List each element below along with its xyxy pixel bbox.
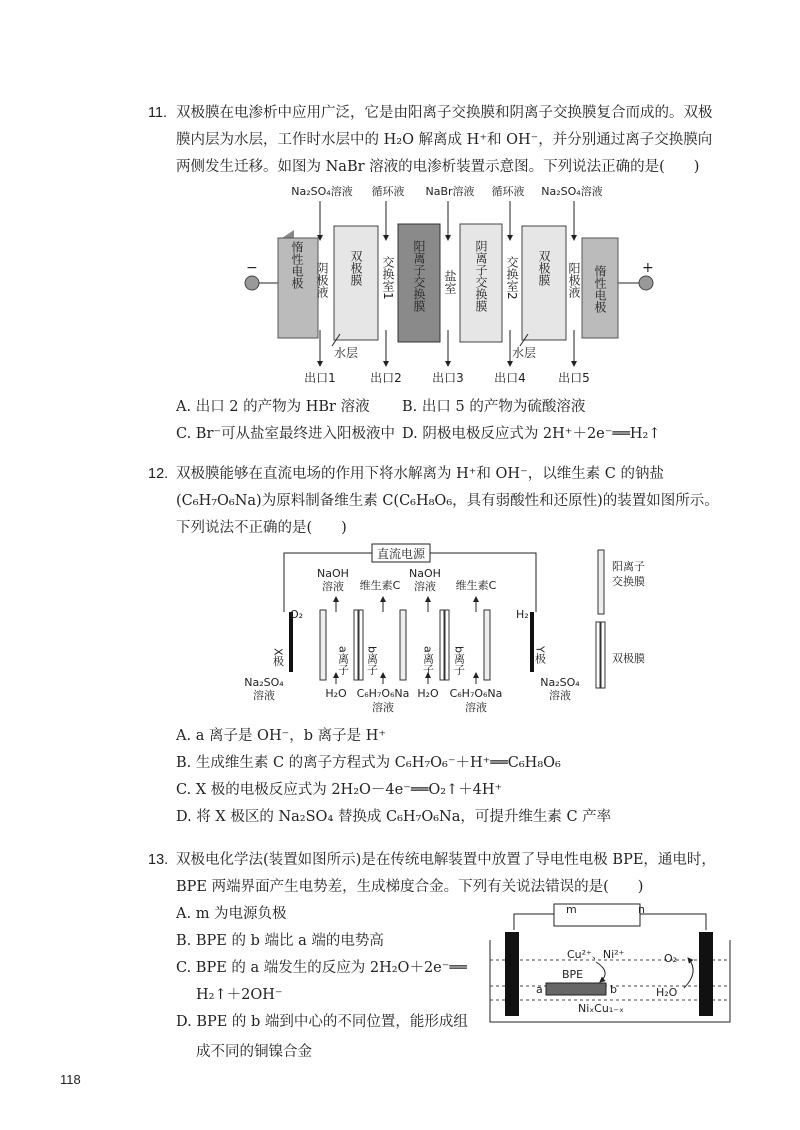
q11-option-d: D. 阴极电极反应式为 2H⁺＋2e⁻══H₂↑ (402, 426, 661, 442)
q13-a-label: a (536, 983, 543, 996)
q12-y-label: Y极 (533, 646, 547, 664)
q11-diagram (245, 184, 654, 385)
q11-top-label-5: Na₂SO₄溶液 (541, 185, 603, 198)
q11-membrane-4-label: 双极膜 (537, 250, 551, 286)
q12-h2o-2: H₂O (417, 687, 439, 700)
q11-option-b: B. 出口 5 的产物为硫酸溶液 (402, 399, 586, 415)
q12-na2so4-right: Na₂SO₄ (540, 676, 580, 689)
q11-water-layer-1: 水层 (334, 346, 359, 360)
q12-cation-membrane-1 (320, 610, 326, 680)
q13-option-d: D. BPE 的 b 端到中心的不同位置，能形成组 (176, 1014, 468, 1030)
q12-legend-cation-icon (598, 550, 604, 614)
q13-cu-ni-label: Cu²⁺、Ni²⁺ (567, 948, 625, 961)
q12-bipolar-2-a (440, 610, 444, 680)
q12-b-ion-1: b离子 (365, 646, 379, 675)
q12-solution-right: 溶液 (549, 689, 571, 702)
q12-h2: H₂ (516, 608, 529, 621)
q11-water-layer-2: 水层 (512, 346, 537, 360)
q12-legend-cation-2: 交换膜 (612, 575, 645, 588)
q11-chamber-3: 盐室 (443, 270, 457, 294)
q11-option-a: A. 出口 2 的产物为 HBr 溶液 (176, 399, 370, 415)
q12-solution-3: 溶液 (372, 701, 394, 714)
q13-left-electrode (505, 932, 519, 1016)
q12-c6h7o6na-1: C₆H₇O₆Na (356, 687, 410, 700)
q12-bipolar-1-a (354, 610, 358, 680)
q13-option-a: A. m 为电源负极 (176, 906, 287, 922)
q11-chamber-2: 交换室1 (381, 256, 395, 300)
q12-cation-membrane-2 (400, 610, 406, 680)
q11-top-label-1: Na₂SO₄溶液 (291, 185, 353, 198)
q13-option-d-cont: 成不同的铜镍合金 (196, 1044, 312, 1060)
q12-option-b: B. 生成维生素 C 的离子方程式为 C₆H₇O₆⁻＋H⁺══C₆H₈O₆ (176, 755, 561, 771)
q11-line-2: 膜内层为水层，工作时水层中的 H₂O 解离成 H⁺和 OH⁻，并分别通过离子交换膜向 (176, 132, 713, 148)
q13-b-label: b (610, 983, 617, 996)
q12-legend-bipolar-icon-b (601, 622, 605, 688)
q12-solution-4: 溶液 (465, 701, 487, 714)
q12-legend-cation-1: 阳离子 (612, 560, 645, 573)
q12-h2o-1: H₂O (325, 687, 347, 700)
q12-na2so4-left: Na₂SO₄ (244, 676, 284, 689)
q12-naoh-1: NaOH (317, 567, 349, 580)
q12-naoh-2: NaOH (409, 567, 441, 580)
q11-line-3: 两侧发生迁移。如图为 NaBr 溶液的电渗析装置示意图。下列说法正确的是( ) (176, 159, 700, 175)
q11-outlet-4: 出口4 (494, 371, 526, 385)
q11-minus-sign: − (246, 260, 258, 276)
q12-a-ion-2: a离子 (421, 646, 435, 675)
q12-line-3: 下列说法不正确的是( ) (176, 520, 347, 536)
q12-x-label: X极 (271, 648, 285, 667)
q12-solution-left: 溶液 (253, 689, 275, 702)
q12-option-a: A. a 离子是 OH⁻，b 离子是 H⁺ (176, 728, 387, 744)
q13-alloy-label: NiₓCu₁₋ₓ (578, 1002, 624, 1015)
q12-bipolar-1-b (359, 610, 363, 680)
q11-membrane-2-label: 阳离子交换膜 (412, 240, 426, 312)
q11-positive-terminal (639, 276, 653, 290)
q11-plus-sign: + (642, 260, 654, 276)
q11-top-label-4: 循环液 (491, 185, 525, 198)
q11-top-label-2: 循环液 (371, 185, 405, 198)
q12-line-2: (C₆H₇O₆Na)为原料制备维生素 C(C₆H₈O₆，具有弱酸性和还原性)的装置如图所示。 (176, 493, 719, 509)
q11-right-electrode-label: 惰性电极 (593, 265, 607, 313)
q13-wire-left (514, 914, 554, 930)
q12-cation-membrane-3 (484, 610, 490, 680)
q13-diagram (490, 903, 730, 1022)
q13-h2o-label: H₂O (656, 986, 678, 999)
q12-solution-1: 溶液 (322, 580, 344, 593)
q13-line-2: BPE 两端界面产生电势差，生成梯度合金。下列有关说法错误的是( ) (176, 879, 644, 895)
q11-outlet-3: 出口3 (432, 371, 464, 385)
q13-right-electrode (699, 932, 713, 1016)
q13-bpe-bar (546, 983, 606, 995)
q11-line-1: 双极膜在电渗析中应用广泛，它是由阳离子交换膜和阴离子交换膜复合而成的。双极 (176, 105, 713, 121)
q11-top-label-3: NaBr溶液 (425, 185, 475, 198)
q12-b-ion-2: b离子 (452, 646, 466, 675)
q11-outlet-2: 出口2 (370, 371, 402, 385)
q13-n-label: n (638, 903, 645, 916)
q13-number: 13. (148, 852, 169, 868)
q13-bpe-label: BPE (562, 968, 584, 981)
q13-option-b: B. BPE 的 b 端比 a 端的电势高 (176, 933, 384, 949)
q12-diagram (244, 544, 645, 714)
q12-option-c: C. X 极的电极反应式为 2H₂O－4e⁻══O₂↑＋4H⁺ (176, 782, 503, 798)
q12-vitc-1: 维生素C (359, 579, 401, 592)
page-number: 118 (60, 1072, 81, 1087)
q12-power-label: 直流电源 (376, 547, 426, 561)
q11-number: 11. (148, 105, 168, 121)
q11-outlet-1: 出口1 (304, 371, 336, 385)
q13-ion-arrow (596, 962, 605, 982)
q11-membrane-1-label: 双极膜 (349, 250, 363, 286)
q13-line-1: 双极电化学法(装置如图所示)是在传统电解装置中放置了导电性电极 BPE，通电时， (176, 852, 716, 868)
q12-o2: O₂ (290, 608, 304, 621)
q12-vitc-2: 维生素C (455, 579, 497, 592)
q11-left-electrode-label: 惰性电极 (290, 241, 304, 289)
q12-bipolar-2-b (445, 610, 449, 680)
q13-option-c: C. BPE 的 a 端发生的反应为 2H₂O＋2e⁻══ (176, 960, 467, 976)
q13-m-label: m (566, 903, 577, 916)
q11-chamber-4: 交换室2 (505, 256, 519, 300)
q12-a-ion-1: a离子 (336, 646, 350, 675)
q11-chamber-1: 阴极液 (315, 262, 329, 298)
q13-option-c-cont: H₂↑＋2OH⁻ (196, 987, 283, 1003)
q13-o2-arrow (684, 958, 693, 988)
q12-line-1: 双极膜能够在直流电场的作用下将水解离为 H⁺和 OH⁻，以维生素 C 的钠盐 (176, 466, 665, 482)
q11-chamber-5: 阳极液 (567, 262, 581, 298)
q12-number: 12. (148, 466, 169, 482)
q13-wire-right (640, 914, 706, 930)
q11-negative-terminal (245, 276, 259, 290)
q12-legend-bipolar-icon-a (596, 622, 600, 688)
q12-c6h7o6na-2: C₆H₇O₆Na (449, 687, 503, 700)
q11-option-c: C. Br⁻可从盐室最终进入阳极液中 (176, 426, 396, 442)
q12-option-d: D. 将 X 极区的 Na₂SO₄ 替换成 C₆H₇O₆Na，可提升维生素 C 产率 (176, 809, 612, 825)
q11-membrane-3-label: 阴离子交换膜 (474, 240, 488, 312)
q12-legend-bipolar: 双极膜 (612, 652, 645, 665)
q11-outlet-5: 出口5 (558, 371, 590, 385)
q13-o2-label: O₂ (664, 952, 678, 965)
q12-solution-2: 溶液 (414, 580, 436, 593)
